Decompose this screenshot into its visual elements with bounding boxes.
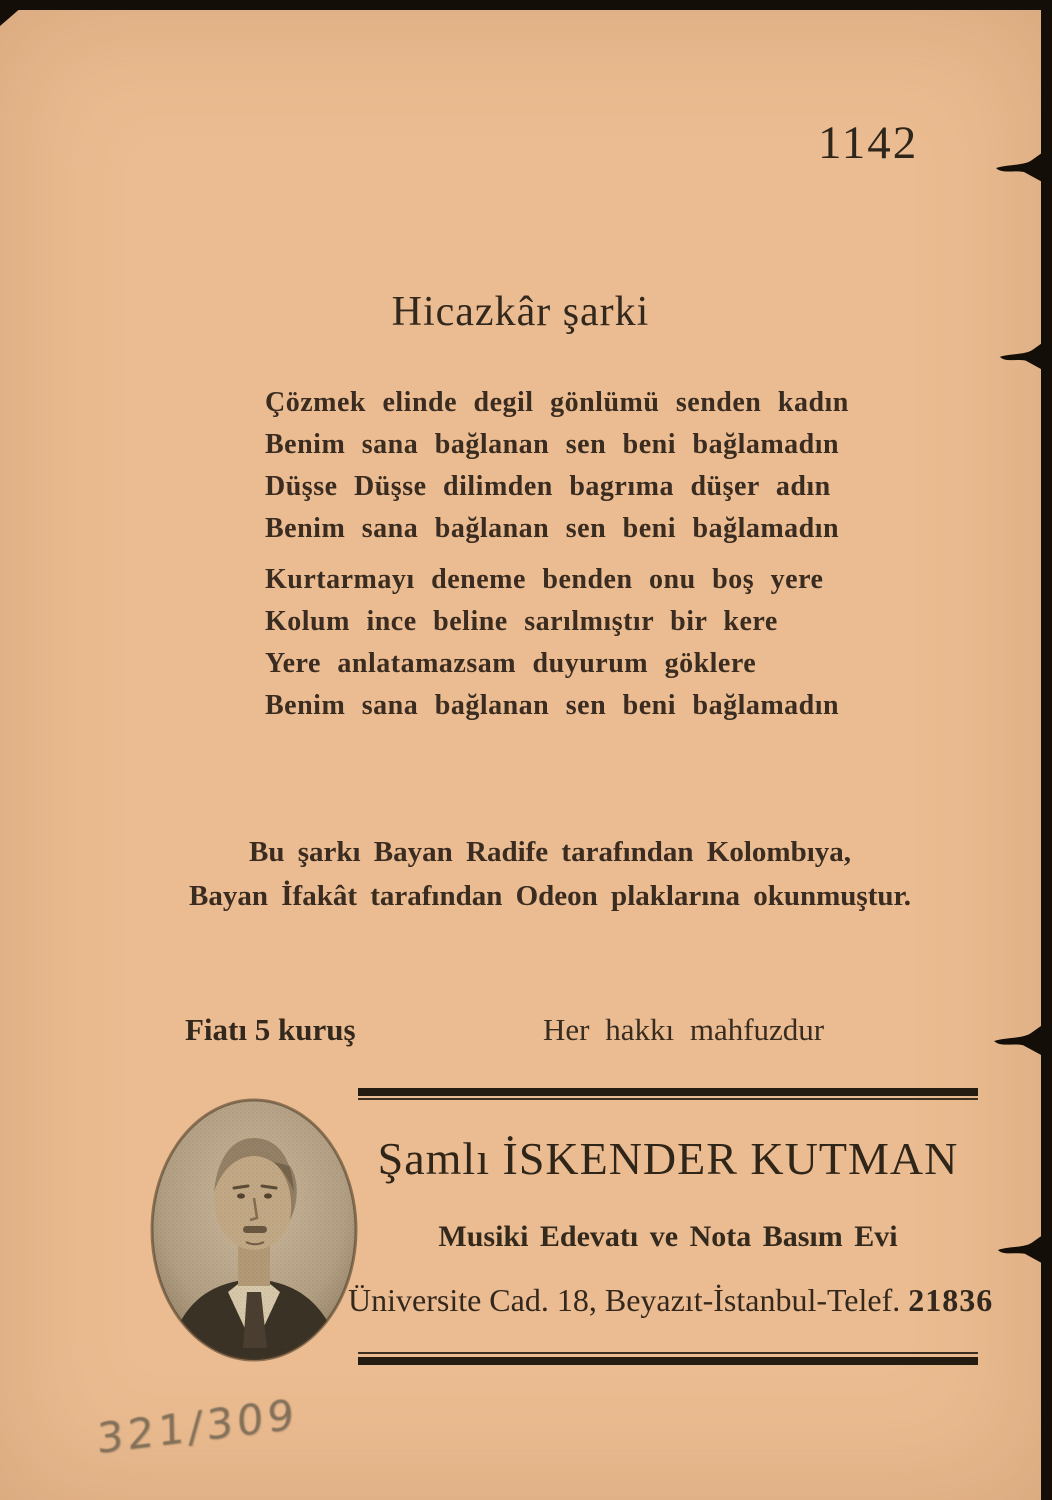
publisher-portrait-photo — [148, 1096, 360, 1364]
note-line: Bayan İfakât tarafından Odeon plaklarına okunmuştur. — [189, 880, 911, 912]
poem-line: Kurtarmayı deneme benden onu boş yere — [265, 564, 824, 595]
binding-tear-icon — [996, 1232, 1046, 1266]
bottom-double-rule — [358, 1352, 978, 1365]
handwritten-catalog-number: 321/309 — [96, 1389, 299, 1464]
corner-tear — [0, 0, 30, 26]
photo-backdrop-top-edge — [0, 0, 1052, 10]
poem-line: Kolum ince beline sarılmıştır bir kere — [265, 606, 778, 637]
poem-line: Benim sana bağlanan sen beni bağlamadın — [265, 429, 840, 460]
page-number: 1142 — [818, 117, 919, 169]
photo-backdrop-right-edge — [1041, 0, 1052, 1500]
binding-tear-icon — [994, 150, 1046, 184]
phone-number: 21836 — [908, 1282, 994, 1318]
poem-line: Yere anlatamazsam duyurum göklere — [265, 648, 757, 679]
rights-reserved-label: Her hakkı mahfuzdur — [543, 1012, 825, 1047]
publisher-subtitle: Musiki Edevatı ve Nota Basım Evi — [438, 1220, 898, 1253]
publisher-address — [348, 1282, 994, 1319]
address-text: Üniversite Cad. 18, Beyazıt-İstanbul-Telef. — [348, 1282, 901, 1318]
rule-thin — [358, 1098, 978, 1100]
publisher-name: Şamlı İSKENDER KUTMAN — [377, 1133, 959, 1184]
page-title: Hicazkâr şarki — [391, 289, 650, 335]
poem-line: Benim sana bağlanan sen beni bağlamadın — [265, 690, 840, 721]
poem-line: Çözmek elinde degil gönlümü senden kadın — [265, 387, 849, 418]
rule-thick — [358, 1357, 978, 1365]
note-line: Bu şarkı Bayan Radife tarafından Kolombıya, — [248, 836, 852, 868]
rule-thick — [358, 1088, 978, 1096]
price-label: Fiatı 5 kuruş — [185, 1012, 356, 1047]
poem-line: Düşse Düşse dilimden bagrıma düşer adın — [265, 471, 831, 502]
poem-stanza-1 — [265, 382, 849, 550]
poem-line: Benim sana bağlanan sen beni bağlamadın — [265, 513, 840, 544]
top-double-rule — [358, 1088, 978, 1100]
binding-tear-icon — [998, 340, 1046, 372]
book-page — [0, 10, 1041, 1500]
binding-tear-icon — [992, 1022, 1046, 1058]
recording-note — [150, 830, 950, 918]
poem-stanza-2 — [265, 559, 839, 727]
